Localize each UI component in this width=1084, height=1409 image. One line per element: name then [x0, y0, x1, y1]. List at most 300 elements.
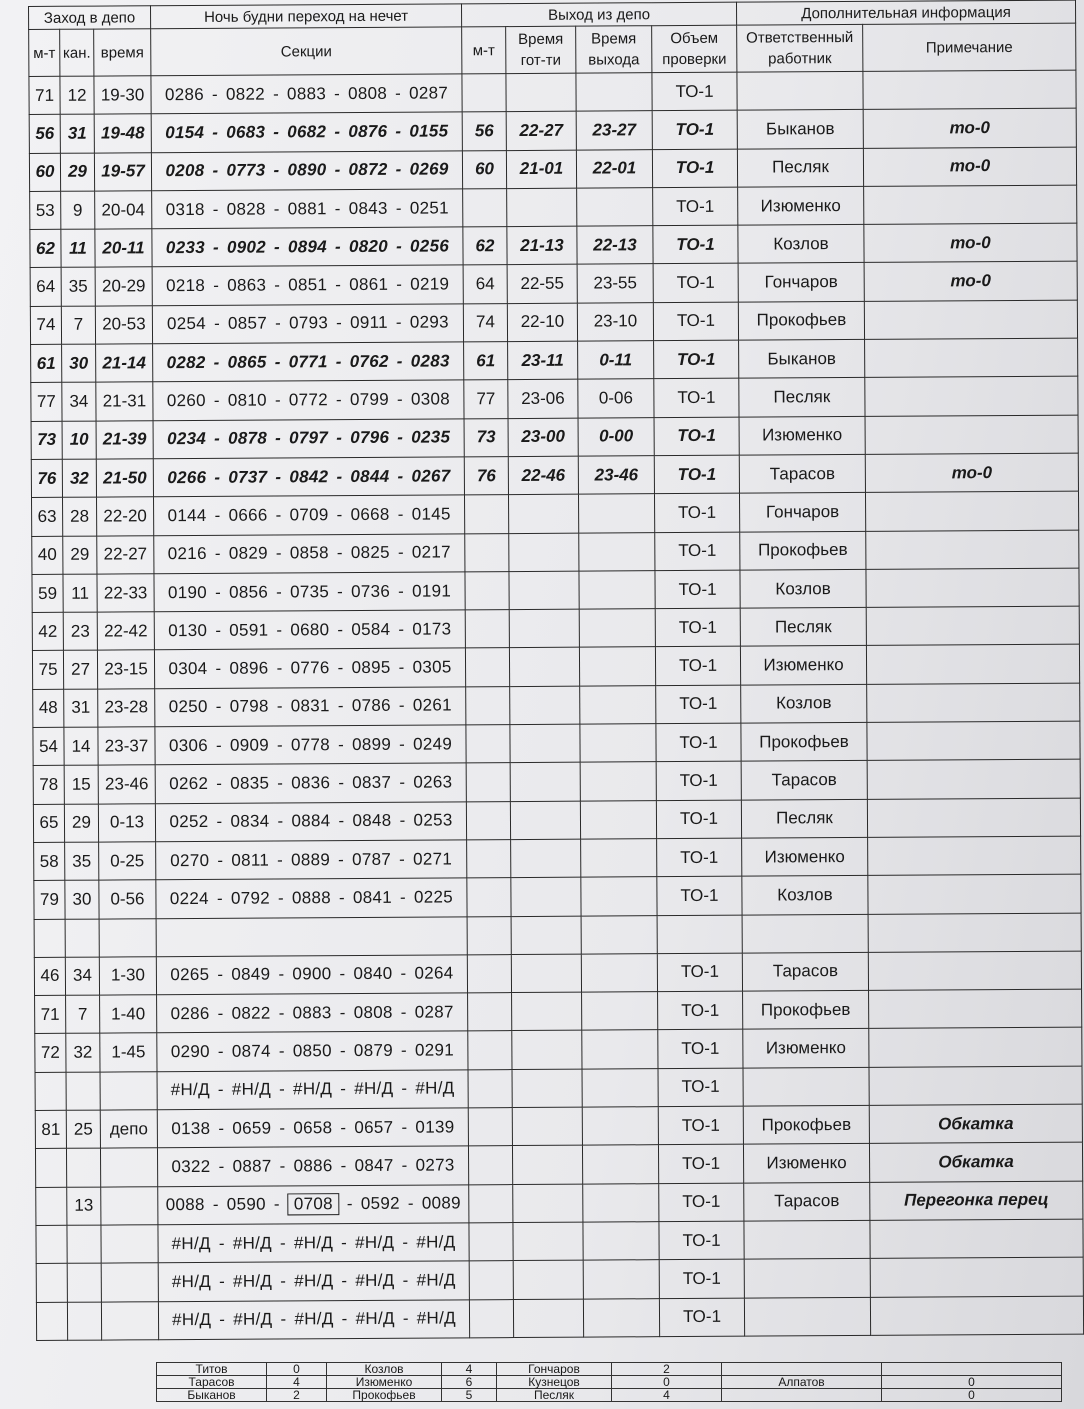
section-code: 0861 — [349, 274, 389, 295]
section-code: 0887 — [232, 1156, 272, 1176]
ready-time: 23-11 — [508, 341, 578, 380]
section-code: 0657 — [354, 1117, 394, 1137]
section-separator: - — [402, 1308, 409, 1328]
exit-route — [468, 1069, 512, 1108]
entry-time: 19-48 — [94, 114, 151, 153]
responsible-worker: Песляк — [740, 608, 866, 647]
section-code: 0848 — [352, 811, 392, 831]
section-separator: - — [276, 696, 283, 716]
entry-time: 20-11 — [95, 229, 152, 268]
section-code: 0584 — [351, 619, 391, 639]
note — [866, 530, 1079, 570]
section-code: 0851 — [288, 275, 328, 295]
check-scope: ТО-1 — [658, 1106, 743, 1145]
section-code: 0876 — [348, 121, 388, 141]
ready-time — [513, 1184, 583, 1223]
section-separator: - — [338, 773, 345, 793]
sections-cell — [155, 763, 466, 803]
section-code: 0190 — [167, 582, 208, 602]
section-code: 0592 — [360, 1194, 400, 1214]
exit-route — [465, 533, 509, 572]
exit-time — [583, 1183, 659, 1222]
section-separator: - — [336, 428, 343, 448]
entry-channel — [67, 1302, 101, 1341]
night-group-header: Ночь будни переход на нечет — [151, 4, 462, 29]
section-code: 0217 — [411, 542, 451, 562]
section-code: 0856 — [228, 582, 269, 602]
section-code: 0590 — [226, 1194, 266, 1215]
section-separator: - — [273, 198, 280, 219]
entry-channel: 32 — [62, 459, 96, 498]
exit-route — [468, 1146, 512, 1185]
entry-time — [100, 1148, 157, 1187]
section-code: 0088 — [165, 1195, 205, 1215]
entry-channel: 35 — [61, 268, 95, 307]
entry-channel: 31 — [60, 114, 94, 153]
note — [870, 1219, 1083, 1259]
summary-worker-name: Изюменко — [327, 1376, 442, 1389]
note — [865, 338, 1078, 378]
section-separator: - — [277, 888, 284, 908]
entry-channel: 29 — [63, 536, 97, 575]
section-code: 0218 — [166, 276, 206, 296]
exit-time — [583, 1260, 659, 1299]
section-separator: - — [337, 658, 344, 678]
responsible-worker: Тарасов — [739, 454, 865, 493]
summary-row — [157, 1363, 1062, 1376]
ready-time: 22-10 — [507, 303, 577, 342]
exit-time: 23-10 — [577, 302, 653, 341]
entry-channel: 35 — [65, 842, 99, 881]
section-code: 0263 — [413, 772, 453, 792]
exit-time: 23-46 — [578, 456, 654, 495]
table-row — [30, 300, 1077, 345]
ready-time — [512, 1145, 582, 1184]
note — [867, 721, 1080, 761]
col-sections: Секции — [151, 27, 462, 76]
table-row — [31, 415, 1078, 460]
summary-worker-name: Кузнецов — [497, 1376, 612, 1389]
responsible-worker: Быканов — [739, 339, 865, 378]
summary-worker-name: Алпатов — [722, 1376, 882, 1389]
section-code: 0844 — [350, 466, 390, 486]
section-separator: - — [278, 964, 285, 984]
exit-group-header: Выход из депо — [461, 2, 736, 27]
section-separator: - — [399, 772, 406, 792]
note: Обкатка — [869, 1104, 1082, 1144]
section-code: 0828 — [226, 199, 266, 219]
section-code: 0886 — [293, 1156, 333, 1176]
exit-route — [469, 1261, 513, 1300]
section-separator: - — [396, 351, 403, 371]
entry-time: 0-25 — [99, 842, 156, 881]
entry-channel: 7 — [61, 306, 95, 345]
section-code: 0837 — [352, 772, 392, 793]
entry-channel: 34 — [62, 382, 96, 421]
exit-route: 77 — [464, 380, 508, 419]
note — [865, 415, 1078, 455]
section-code: 0776 — [290, 658, 330, 678]
entry-channel: 34 — [65, 957, 99, 996]
section-separator: - — [214, 544, 221, 564]
check-scope: ТО-1 — [654, 340, 739, 379]
section-code: 0890 — [287, 160, 327, 180]
exit-route — [462, 74, 506, 113]
table-row — [32, 606, 1079, 651]
responsible-worker — [743, 1067, 869, 1106]
schedule-rows — [29, 70, 1084, 1340]
section-code: 0130 — [168, 620, 208, 640]
check-scope: ТО-1 — [653, 225, 738, 264]
section-code: 0847 — [354, 1155, 394, 1175]
section-code: 0680 — [290, 619, 330, 640]
entry-route: 75 — [32, 651, 63, 689]
entry-route: 53 — [30, 191, 61, 229]
section-code: #Н/Д — [171, 1233, 211, 1253]
entry-route: 60 — [29, 153, 60, 191]
section-separator: - — [340, 1156, 347, 1176]
section-code: 0822 — [231, 1003, 271, 1023]
section-separator: - — [338, 887, 346, 907]
check-scope: ТО-1 — [658, 1144, 743, 1183]
col-kan: кан. — [60, 29, 94, 76]
table-row — [29, 70, 1076, 115]
entry-channel: 13 — [67, 1187, 101, 1226]
check-scope: ТО-1 — [658, 1068, 743, 1107]
table-row — [36, 1257, 1083, 1302]
section-code: 0735 — [290, 581, 330, 601]
entry-route: 76 — [31, 459, 62, 497]
section-separator: - — [279, 1232, 287, 1253]
summary-worker-count: 0 — [267, 1363, 327, 1376]
section-code: 0902 — [226, 237, 267, 257]
section-separator: - — [212, 161, 219, 181]
check-scope — [657, 915, 742, 954]
note: Обкатка — [869, 1142, 1082, 1182]
section-code: 0798 — [229, 696, 269, 717]
table-row — [32, 645, 1079, 690]
section-code: #Н/Д — [292, 1079, 333, 1099]
section-code: 0191 — [412, 580, 452, 601]
section-code: 0659 — [232, 1118, 272, 1138]
section-code: #Н/Д — [355, 1308, 395, 1329]
exit-time: 0-11 — [578, 341, 654, 380]
section-code: 0834 — [230, 811, 270, 832]
exit-time — [576, 73, 652, 112]
section-code: 0260 — [166, 390, 206, 411]
exit-time — [582, 1030, 658, 1069]
col-note: Примечание — [863, 23, 1076, 71]
section-separator: - — [341, 1309, 348, 1329]
entry-time: 22-20 — [97, 497, 154, 536]
section-code: 0658 — [293, 1117, 333, 1138]
section-code: 0884 — [291, 811, 331, 831]
sections-cell — [154, 648, 465, 688]
exit-time — [583, 1222, 659, 1261]
table-row — [33, 721, 1080, 766]
entry-route — [36, 1225, 67, 1263]
sections-cell — [157, 1146, 468, 1186]
section-separator: - — [213, 390, 220, 410]
responsible-worker: Тарасов — [741, 761, 867, 800]
ready-time — [512, 992, 582, 1031]
section-code: #Н/Д — [415, 1078, 455, 1099]
note — [868, 874, 1081, 914]
entry-route: 61 — [31, 344, 62, 382]
sections-cell — [154, 610, 465, 650]
section-code: 0771 — [288, 351, 328, 372]
section-code: 0787 — [352, 849, 392, 869]
section-separator: - — [338, 849, 345, 869]
section-code: 0139 — [415, 1117, 455, 1137]
section-separator: - — [275, 543, 282, 563]
ready-time: 23-00 — [508, 418, 578, 457]
section-code: 0708 — [288, 1193, 339, 1215]
section-separator: - — [212, 199, 219, 219]
section-code: #Н/Д — [355, 1270, 395, 1290]
sections-cell — [153, 419, 464, 459]
section-separator: - — [213, 352, 220, 372]
section-separator: - — [335, 390, 342, 410]
section-code: 0889 — [291, 849, 331, 869]
section-code: 0894 — [287, 237, 328, 257]
section-separator: - — [398, 581, 405, 601]
section-separator: - — [395, 198, 402, 218]
section-code: 0682 — [287, 122, 327, 142]
section-separator: - — [400, 1040, 407, 1060]
section-separator: - — [217, 1041, 224, 1061]
section-code: 0836 — [291, 773, 331, 793]
exit-route — [466, 763, 510, 802]
table-row — [32, 568, 1079, 613]
table-row — [31, 453, 1078, 498]
check-scope: ТО-1 — [652, 149, 737, 188]
ready-time — [509, 648, 579, 687]
table-row — [32, 530, 1079, 575]
exit-time: 23-55 — [577, 264, 653, 303]
section-separator: - — [274, 390, 281, 410]
section-separator: - — [277, 773, 284, 793]
section-separator: - — [340, 1079, 347, 1099]
section-code: 0737 — [228, 467, 268, 487]
section-separator: - — [338, 811, 345, 831]
section-code: 0591 — [229, 620, 269, 640]
note — [863, 70, 1076, 110]
exit-route: 56 — [462, 112, 506, 151]
section-code: 0811 — [231, 850, 270, 870]
entry-time — [101, 1186, 158, 1225]
entry-time — [101, 1225, 158, 1264]
section-separator: - — [214, 505, 221, 525]
table-row — [36, 1219, 1083, 1264]
section-separator: - — [395, 313, 402, 333]
section-code: 0778 — [290, 734, 331, 755]
responsible-worker: Изюменко — [740, 646, 866, 685]
responsible-worker: Прокофьев — [743, 1105, 869, 1144]
entry-route: 46 — [34, 957, 65, 995]
sections-cell — [157, 1070, 468, 1110]
entry-route: 77 — [31, 383, 62, 421]
entry-route — [36, 1302, 67, 1340]
entry-route: 63 — [32, 498, 63, 536]
exit-route: 76 — [464, 457, 508, 496]
section-separator: - — [396, 389, 403, 409]
entry-route: 58 — [34, 842, 65, 880]
exit-time — [580, 800, 656, 839]
ready-time: 22-27 — [506, 111, 576, 150]
section-code: 0219 — [410, 274, 450, 294]
sections-cell — [158, 1299, 469, 1339]
section-separator: - — [341, 1270, 348, 1290]
section-code: 0322 — [171, 1156, 211, 1177]
section-code: 0154 — [165, 122, 205, 143]
entry-time: 19-57 — [94, 152, 151, 191]
section-code: 0308 — [410, 389, 451, 409]
section-separator: - — [334, 83, 341, 103]
exit-route: 61 — [464, 342, 508, 381]
check-scope: ТО-1 — [657, 838, 742, 877]
entry-channel — [67, 1263, 101, 1302]
entry-channel: 32 — [66, 1034, 100, 1073]
sections-cell — [157, 1031, 468, 1071]
section-separator: - — [402, 1232, 409, 1252]
note — [866, 606, 1079, 646]
summary-worker-name: Гончаров — [497, 1363, 612, 1376]
entry-time: депо — [100, 1110, 157, 1149]
ready-time — [512, 1031, 582, 1070]
summary-worker-name: Прокофьев — [327, 1389, 442, 1402]
sections-cell — [156, 840, 467, 880]
section-code: 0287 — [409, 83, 449, 103]
entry-channel — [66, 1148, 100, 1187]
worker-summary-table — [156, 1362, 1062, 1402]
table-row — [30, 185, 1077, 230]
entry-time: 23-37 — [98, 727, 155, 766]
section-separator: - — [214, 429, 221, 449]
responsible-worker: Быканов — [737, 110, 863, 149]
summary-worker-count — [882, 1363, 1062, 1376]
ready-time — [509, 609, 579, 648]
section-separator: - — [395, 83, 402, 103]
summary-worker-count: 4 — [267, 1376, 327, 1389]
table-row — [36, 1296, 1083, 1341]
exit-time — [577, 188, 653, 227]
sections-cell — [153, 342, 464, 382]
section-code: 0786 — [351, 696, 391, 716]
section-code: 0208 — [165, 161, 205, 181]
ready-time: 22-55 — [507, 265, 577, 304]
section-code: 0216 — [167, 544, 207, 564]
responsible-worker: Прокофьев — [741, 722, 867, 761]
sections-cell — [151, 112, 462, 152]
exit-route — [469, 1184, 513, 1223]
summary-worker-name: Песляк — [497, 1389, 612, 1402]
section-code: 0825 — [350, 543, 390, 563]
section-code: 0796 — [350, 428, 390, 448]
section-separator: - — [275, 428, 282, 448]
responsible-worker: Песляк — [737, 148, 863, 187]
entry-channel: 10 — [62, 421, 96, 460]
table-row — [29, 108, 1076, 153]
section-separator: - — [216, 773, 223, 793]
section-code: 0249 — [413, 734, 453, 754]
exit-time — [578, 494, 654, 533]
table-row — [33, 759, 1080, 804]
note — [865, 491, 1078, 531]
exit-time — [579, 532, 655, 571]
section-code: 0895 — [351, 657, 391, 678]
ready-time: 22-46 — [508, 456, 578, 495]
note — [866, 568, 1079, 608]
table-row — [32, 491, 1079, 536]
sections-cell — [152, 304, 463, 344]
check-scope: ТО-1 — [659, 1298, 744, 1337]
section-code: 0286 — [164, 84, 205, 104]
summary-worker-count: 5 — [442, 1389, 497, 1402]
exit-route — [469, 1299, 513, 1338]
exit-route — [464, 495, 508, 534]
section-code: 0820 — [348, 236, 389, 256]
summary-worker-name: Козлов — [327, 1363, 442, 1376]
entry-channel: 30 — [65, 880, 99, 919]
ready-time: 21-01 — [506, 150, 576, 189]
summary-worker-name — [722, 1363, 882, 1376]
section-code: 0254 — [166, 314, 207, 334]
section-separator: - — [401, 1117, 408, 1137]
table-row — [35, 1104, 1082, 1149]
exit-time: 0-00 — [578, 417, 654, 456]
entry-route — [35, 1072, 66, 1110]
section-code: #Н/Д — [171, 1271, 212, 1291]
section-code: 0173 — [412, 619, 452, 639]
check-scope: ТО-1 — [658, 1030, 743, 1069]
section-separator: - — [212, 1195, 219, 1215]
section-separator: - — [280, 1271, 287, 1291]
summary-worker-count: 0 — [882, 1389, 1062, 1402]
ready-time — [510, 801, 580, 840]
summary-worker-name: Тарасов — [157, 1376, 267, 1389]
section-separator: - — [334, 236, 342, 256]
summary-worker-count: 0 — [612, 1376, 722, 1389]
entry-time — [101, 1263, 158, 1302]
section-separator: - — [218, 1156, 225, 1176]
exit-route — [468, 1031, 512, 1070]
section-code: #Н/Д — [355, 1232, 395, 1252]
col-exit-mt: м-т — [462, 27, 506, 74]
responsible-worker: Прокофьев — [738, 301, 864, 340]
exit-time — [579, 609, 655, 648]
section-code: 0762 — [349, 351, 389, 371]
section-code: 0305 — [412, 657, 452, 677]
section-separator: - — [273, 160, 280, 180]
entry-channel — [66, 1072, 100, 1111]
ready-time — [512, 1107, 582, 1146]
exit-time — [582, 1107, 658, 1146]
summary-worker-count: 2 — [612, 1363, 722, 1376]
exit-time — [581, 915, 657, 954]
section-separator: - — [277, 811, 284, 831]
ready-time — [509, 571, 579, 610]
responsible-worker: Козлов — [742, 876, 868, 915]
check-scope: ТО-1 — [653, 264, 738, 303]
section-separator: - — [217, 1003, 224, 1023]
exit-route — [463, 188, 507, 227]
ready-time — [511, 916, 581, 955]
section-code: 0283 — [410, 351, 450, 371]
entry-channel: 23 — [63, 612, 97, 651]
section-code: 0808 — [347, 83, 388, 103]
check-scope: ТО-1 — [655, 608, 740, 647]
